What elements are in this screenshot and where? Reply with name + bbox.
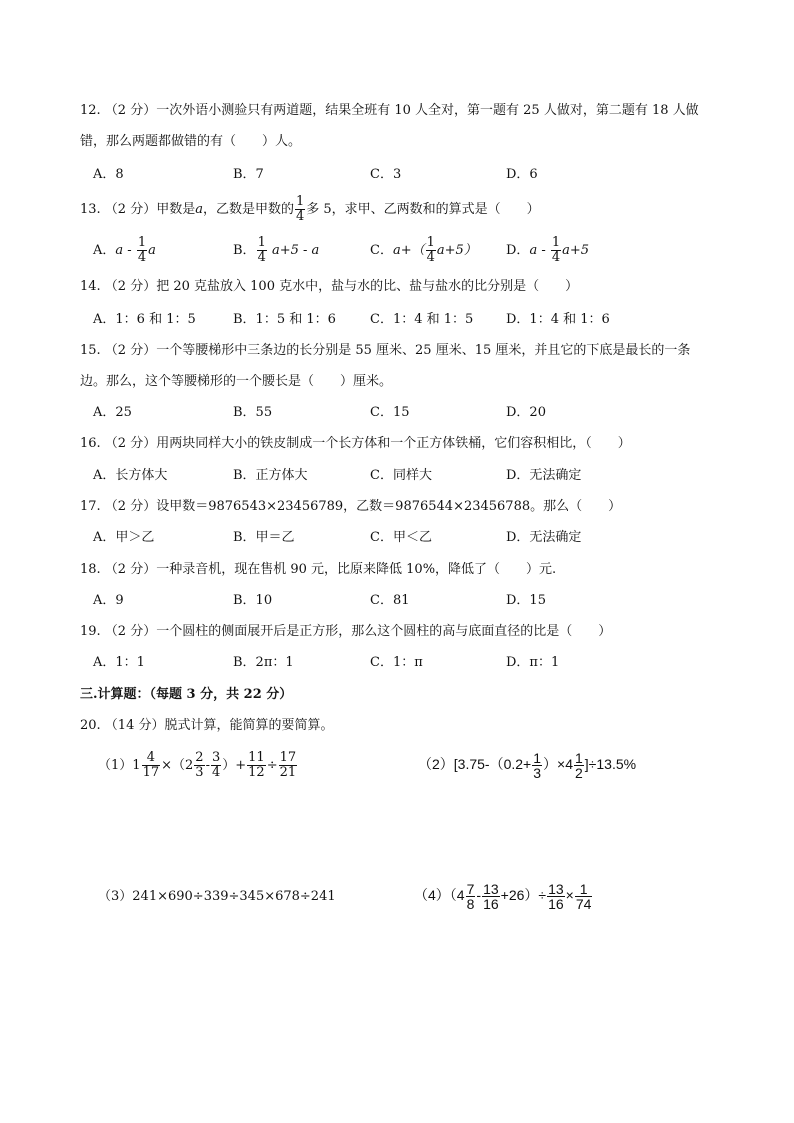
q19-option-d: D．π：1 [506,655,560,670]
q16-line1: 16. （2 分）用两块同样大小的铁皮制成一个长方体和一个正方体铁桶，它们容积相比，（ ） [80,436,631,451]
q13-option-c: C．a+（ $\frac{1}{4}$ a+5） [370,235,477,265]
q19-line1: 19. （2 分）一个圆柱的侧面展开后是正方形，那么这个圆柱的高与底面直径的比是（ ） [80,624,612,639]
section-heading: 三.计算题：（每题 3 分，共 22 分） [80,687,293,702]
q14-option-c: C．1：4 和 1：5 [370,312,474,327]
q20-part2-expression: （2）[3.75-（0.2+ $\frac{1}{3}$ ）×4 $\frac{1}{2}$ ]÷13.5% [418,750,637,781]
q15-option-a: A．25 [93,405,132,420]
q17-option-a: A．甲＞乙 [93,530,155,545]
q18-option-b: B．10 [233,593,273,608]
q20-part4-expression: （4）（4 $\frac{7}{8}$ - $\frac{13}{16}$ +26）÷ $\frac{13}{16}$ × $\frac{1}{74}$ [414,881,592,912]
q16-option-d: D．无法确定 [506,468,582,483]
q13-option-d: D．a - $\frac{1}{4}$ a+5 [506,235,590,265]
q20-intro: 20. （14 分）脱式计算，能简算的要简算。 [80,718,334,733]
q18-option-c: C．81 [370,593,410,608]
q15-option-d: D．20 [506,405,546,420]
q12-option-a: A．8 [93,167,124,182]
q14-option-d: D．1：4 和 1：6 [506,312,610,327]
q15-line2: 边。那么，这个等腰梯形的一个腰长是（ ）厘米。 [80,374,393,389]
q15-line1: 15. （2 分）一个等腰梯形中三条边的长分别是 55 厘米、25 厘米、15 厘米，并且它的下底是最长的一条 [80,343,691,358]
q16-option-a: A．长方体大 [93,468,168,483]
q19-option-c: C．1：π [370,655,423,670]
q12-option-d: D．6 [506,167,538,182]
q17-option-d: D．无法确定 [506,530,582,545]
q14-option-b: B．1：5 和 1：6 [233,312,336,327]
q19-option-a: A．1：1 [93,655,145,670]
q16-option-b: B．正方体大 [233,468,308,483]
q12-line2: 错，那么两题都做错的有（ ）人。 [80,134,302,149]
q17-line1: 17. （2 分）设甲数＝9876543×23456789，乙数＝9876544×23456788。那么（ ） [80,499,622,514]
q12-option-c: C．3 [370,167,402,182]
q20-part1-expression: （1）1 $\frac{4}{17}$ ×（2 $\frac{2}{3}$ - $\frac{3}{4}$ ）+ $\frac{11}{12}$ ÷ $\frac{17}{21}$ [98,750,297,780]
q18-option-d: D．15 [506,593,546,608]
q17-option-b: B．甲＝乙 [233,530,295,545]
q12-line1: 12. （2 分）一次外语小测验只有两道题，结果全班有 10 人全对，第一题有 25 人做对，第二题有 18 人做 [80,103,699,118]
q20-part3-expression: （3）241×690÷339÷345×678÷241 [98,889,336,904]
q16-option-c: C．同样大 [370,468,432,483]
q15-option-b: B．55 [233,405,273,420]
q18-option-a: A．9 [93,593,124,608]
q17-option-c: C．甲＜乙 [370,530,432,545]
q19-option-b: B．2π：1 [233,655,294,670]
q18-line1: 18. （2 分）一种录音机，现在售机 90 元，比原来降低 10%，降低了（ ）元. [80,562,557,577]
q13-stem: 13. （2 分）甲数是a，乙数是甲数的 $\frac{1}{4}$ 多 5，求甲、乙两数和的算式是（ ） [80,194,540,224]
q14-option-a: A．1：6 和 1：5 [93,312,196,327]
q12-option-b: B．7 [233,167,264,182]
q14-line1: 14. （2 分）把 20 克盐放入 100 克水中，盐与水的比、盐与盐水的比分别是（ ） [80,279,579,294]
q13-option-a: A．a - $\frac{1}{4}$ a [93,235,156,265]
q13-option-b: B． $\frac{1}{4}$ a+5 - a [233,235,320,265]
q15-option-c: C．15 [370,405,410,420]
